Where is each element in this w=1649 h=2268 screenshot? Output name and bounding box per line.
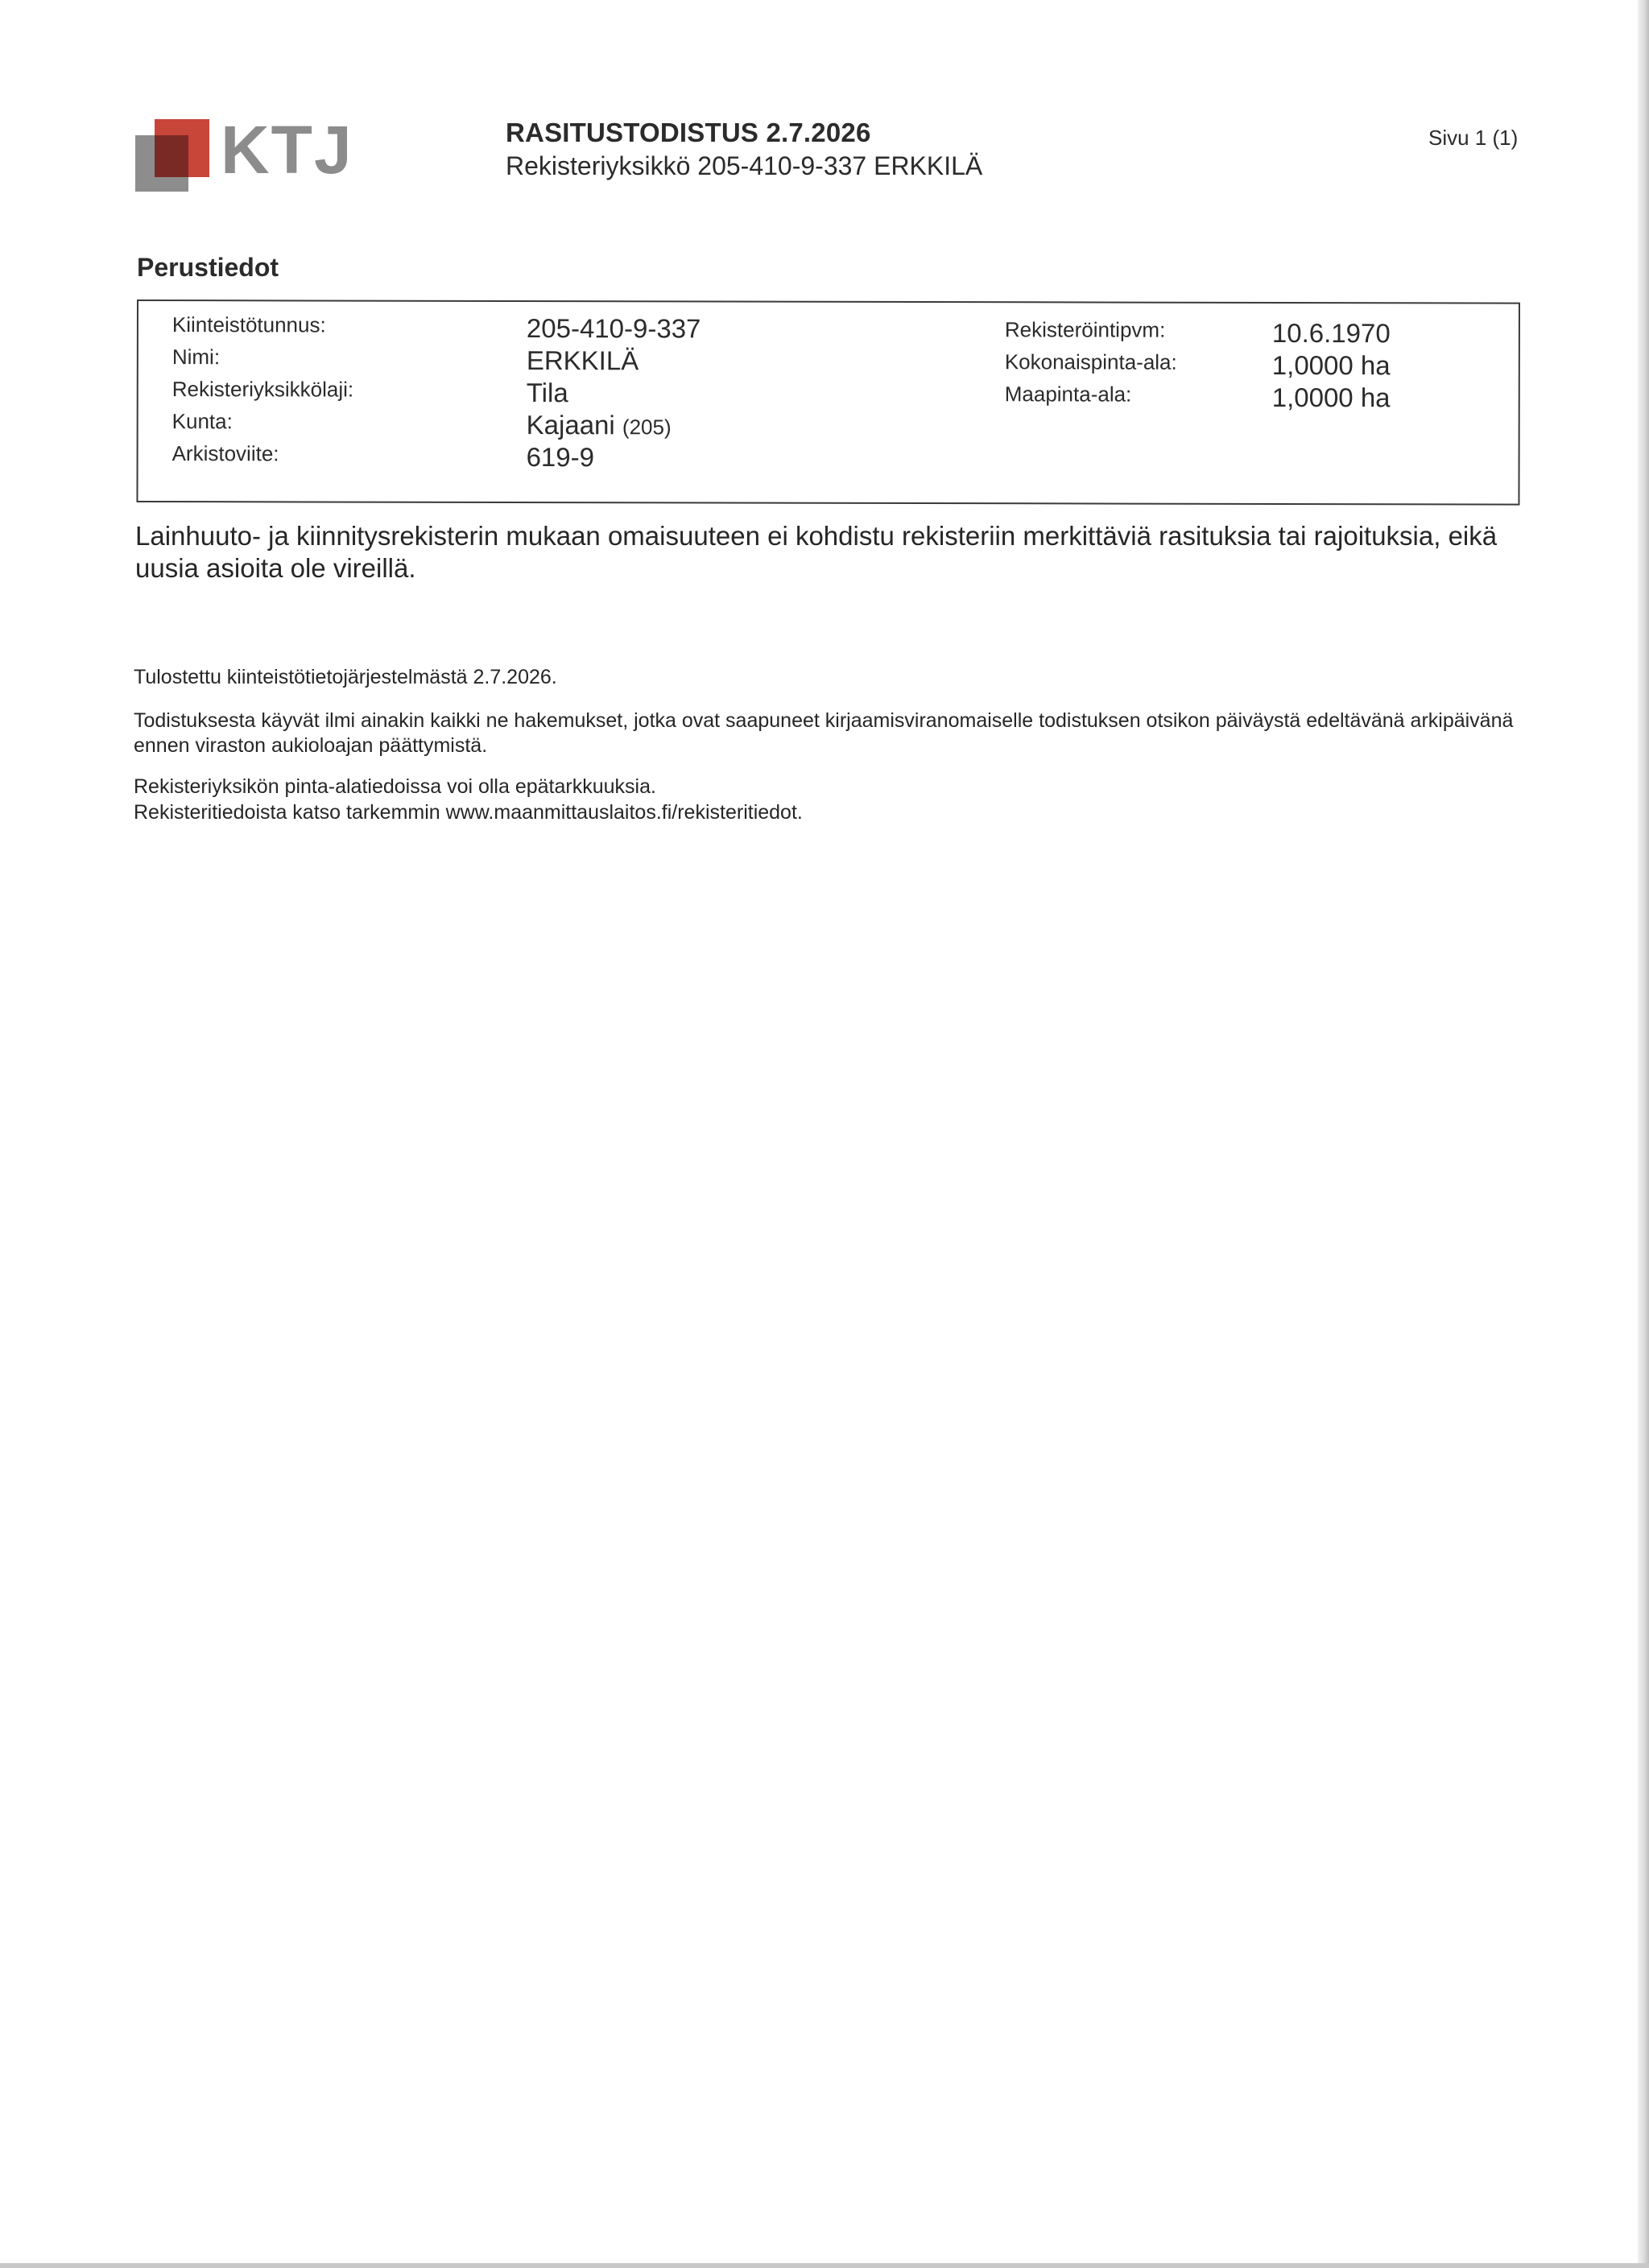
page-number: Sivu 1 (1) xyxy=(1428,126,1519,150)
property-id-label: Kiinteistötunnus: xyxy=(172,312,326,337)
name-value: ERKKILÄ xyxy=(526,345,639,376)
archive-reference-value: 619-9 xyxy=(526,442,595,473)
scan-bottom-shadow xyxy=(0,2263,1649,2268)
name-label: Nimi: xyxy=(172,345,221,370)
land-area-label: Maapinta-ala: xyxy=(1004,382,1132,407)
printed-note: Tulostettu kiinteistötietojärjestelmästä 2.7.2026. xyxy=(134,666,557,688)
property-id-value: 205-410-9-337 xyxy=(526,313,701,344)
land-area-value: 1,0000 ha xyxy=(1271,382,1391,413)
area-inaccuracy-note: Rekisteriyksikön pinta-alatiedoissa voi olla epätarkkuuksia. xyxy=(134,775,656,798)
municipality-label: Kunta: xyxy=(172,409,233,434)
scan-edge-shadow xyxy=(1638,0,1649,2268)
unit-type-label: Rekisteriyksikkölaji: xyxy=(172,377,354,402)
basic-info-box xyxy=(136,300,1520,506)
encumbrance-statement: Lainhuuto- ja kiinnitysrekisterin mukaan omaisuuteen ei kohdistu rekisteriin merkittäviä rasituksia tai rajoituksia, eikä uusia asioita ole vireillä. xyxy=(135,521,1498,584)
section-title: Perustiedot xyxy=(137,253,279,282)
more-info-note: Rekisteritiedoista katso tarkemmin www.maanmittauslaitos.fi/rekisteritiedot. xyxy=(134,801,803,824)
unit-type-value: Tila xyxy=(526,378,568,408)
municipality-name: Kajaani xyxy=(526,410,615,440)
applications-note: Todistuksesta käyvät ilmi ainakin kaikki ne hakemukset, jotka ovat saapuneet kirjaamisviranomaiselle todistuksen otsikon päiväystä edeltävänä arkipäivänä ennen viraston aukioloajan päättymistä. xyxy=(134,709,1514,758)
logo-text: KTJ xyxy=(221,112,353,188)
registration-date-value: 10.6.1970 xyxy=(1271,317,1391,349)
archive-reference-label: Arkistoviite: xyxy=(172,441,279,466)
municipality-value xyxy=(527,410,672,440)
document-title: RASITUSTODISTUS 2.7.2026 xyxy=(506,118,871,147)
total-area-value: 1,0000 ha xyxy=(1271,349,1391,381)
municipality-code: (205) xyxy=(622,415,672,440)
logo-overlap-square xyxy=(155,135,188,177)
total-area-label: Kokonaispinta-ala: xyxy=(1004,349,1177,374)
document-subtitle: Rekisteriyksikkö 205-410-9-337 ERKKILÄ xyxy=(506,151,983,180)
ktj-logo xyxy=(135,112,353,196)
registration-date-label: Rekisteröintipvm: xyxy=(1004,317,1166,342)
